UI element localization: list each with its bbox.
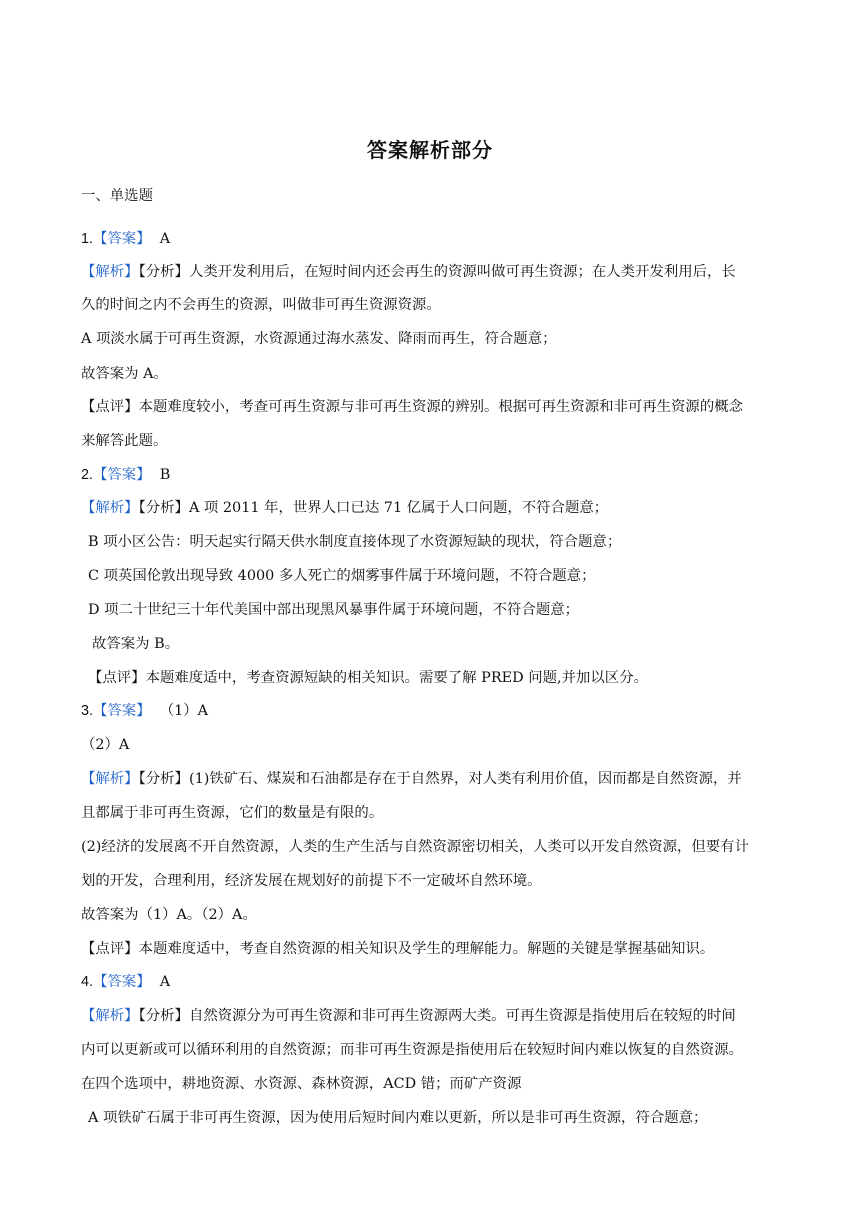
analysis-tag: 【解析】: [81, 771, 139, 787]
answer-tag: 【答案】: [93, 231, 151, 247]
q1-analysis-line-1: [81, 262, 736, 282]
q3-analysis-text-1: (1)铁矿石、煤炭和石油都是存在于自然界，对人类有利用价值，因而都是自然资源，并: [188, 771, 742, 787]
q2-line-2: B 项小区公告：明天起实行隔天供水制度直接体现了水资源短缺的现状，符合题意；: [88, 534, 622, 550]
review-tag: 【点评】: [81, 941, 139, 957]
q3-answer-line-2: （2）A: [81, 737, 130, 753]
q4-line-3: 在四个选项中，耕地资源、水资源、森林资源，ACD 错；而矿产资源: [81, 1076, 522, 1092]
q4-answer: A: [159, 974, 171, 990]
q3-line-4: 划的开发，合理利用，经济发展在规划好的前提下不一定破坏自然环境。: [81, 873, 542, 889]
q1-review-line-2: 来解答此题。: [81, 433, 168, 449]
analysis-tag: 【解析】: [81, 1008, 139, 1024]
fenxi-tag: 【分析】: [138, 500, 189, 516]
q1-review-line-1: [81, 397, 743, 417]
q2-review-text: 本题难度适中，考查资源短缺的相关知识。需要了解 PRED 问题,并加以区分。: [145, 670, 648, 686]
q3-answer: （1）A: [159, 703, 209, 719]
answer-tag: 【答案】: [93, 467, 151, 483]
q1-line-4: 故答案为 A。: [81, 366, 168, 382]
q1-analysis-text-1: 人类开发利用后，在短时间内还会再生的资源叫做可再生资源；在人类开发利用后，长: [188, 264, 736, 280]
q3-answer-line: [81, 701, 208, 721]
analysis-tag: 【解析】: [81, 264, 139, 280]
q2-analysis-text-1: A 项 2011 年，世界人口已达 71 亿属于人口问题，不符合题意；: [188, 500, 609, 516]
q4-answer-line: [81, 972, 170, 992]
q4-number: 4.: [81, 974, 94, 990]
review-tag: 【点评】: [88, 670, 146, 686]
q2-answer: B: [159, 467, 171, 483]
section-heading: 一、单选题: [81, 188, 153, 204]
q2-review-line: [88, 668, 648, 688]
q1-line-3: A 项淡水属于可再生资源，水资源通过海水蒸发、降雨而再生，符合题意；: [81, 331, 557, 347]
q2-answer-line: [81, 465, 170, 485]
q4-line-4: A 项铁矿石属于非可再生资源，因为使用后短时间内难以更新，所以是非可再生资源，符合题意；: [88, 1110, 708, 1126]
fenxi-tag: 【分析】: [138, 771, 189, 787]
q3-number: 3.: [81, 703, 94, 719]
page-title: 答案解析部分: [367, 138, 493, 162]
analysis-tag: 【解析】: [81, 500, 139, 516]
answer-tag: 【答案】: [93, 974, 151, 990]
q3-review-line: [81, 939, 714, 959]
q3-line-5: 故答案为（1）A。（2）A。: [81, 907, 257, 923]
fenxi-tag: 【分析】: [138, 264, 189, 280]
q1-review-text-1: 本题难度较小，考查可再生资源与非可再生资源的辨别。根据可再生资源和非可再生资源的概念: [138, 399, 743, 415]
q1-answer-line: [81, 229, 170, 249]
q2-line-5: 故答案为 B。: [92, 636, 180, 652]
q1-analysis-line-2: 久的时间之内不会再生的资源，叫做非可再生资源资源。: [81, 297, 441, 313]
q2-analysis-line-1: [81, 498, 608, 518]
q1-answer: A: [159, 231, 171, 247]
q1-number: 1.: [81, 231, 94, 247]
q4-analysis-text-1: 自然资源分为可再生资源和非可再生资源两大类。可再生资源是指使用后在较短的时间: [188, 1008, 736, 1024]
q3-analysis-line-1: [81, 769, 742, 789]
q4-line-2: 内可以更新或可以循环利用的自然资源；而非可再生资源是指使用后在较短时间内难以恢复的自然资源。: [81, 1042, 743, 1058]
q2-line-3: C 项英国伦敦出现导致 4000 多人死亡的烟雾事件属于环境问题，不符合题意；: [88, 568, 596, 584]
q2-number: 2.: [81, 467, 94, 483]
q3-line-3: (2)经济的发展离不开自然资源，人类的生产生活与自然资源密切相关，人类可以开发自然资源，但要有计: [81, 839, 749, 855]
q3-analysis-line-2: 且都属于非可再生资源，它们的数量是有限的。: [81, 805, 384, 821]
fenxi-tag: 【分析】: [138, 1008, 189, 1024]
q2-line-4: D 项二十世纪三十年代美国中部出现黑风暴事件属于环境问题，不符合题意；: [88, 602, 580, 618]
q4-analysis-line-1: [81, 1006, 736, 1026]
answer-tag: 【答案】: [93, 703, 151, 719]
review-tag: 【点评】: [81, 399, 139, 415]
q3-review-text: 本题难度适中，考查自然资源的相关知识及学生的理解能力。解题的关键是掌握基础知识。: [138, 941, 715, 957]
